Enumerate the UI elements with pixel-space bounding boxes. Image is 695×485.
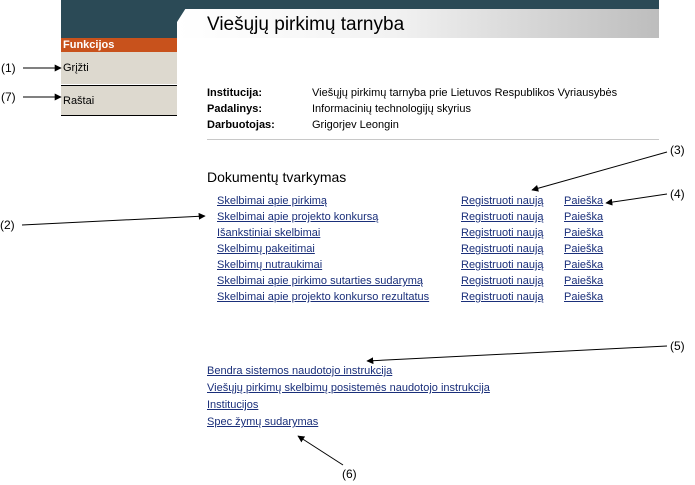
register-link[interactable]: Registruoti naują — [461, 243, 544, 255]
sidebar-item-label: Raštai — [63, 95, 95, 107]
callout-arrow-6 — [298, 436, 343, 465]
sidebar-item-letters[interactable] — [61, 85, 177, 116]
info-value-unit: Informacinių technologijų skyrius — [312, 103, 471, 115]
search-link[interactable]: Paieška — [564, 291, 604, 303]
callout-6: (6) — [342, 467, 357, 481]
register-link[interactable]: Registruoti naują — [461, 291, 544, 303]
link-institutions[interactable]: Institucijos — [207, 399, 259, 411]
info-value-institution: Viešųjų pirkimų tarnyba prie Lietuvos Respublikos Vyriausybės — [312, 87, 618, 99]
sidebar-top-bar — [61, 0, 177, 38]
search-link[interactable]: Paieška — [564, 227, 604, 239]
callout-arrow-4 — [606, 194, 667, 203]
doc-link-cancellations[interactable]: Skelbimų nutraukimai — [217, 259, 323, 271]
doc-link-contest-results[interactable]: Skelbimai apie projekto konkurso rezultatus — [217, 291, 430, 303]
search-link[interactable]: Paieška — [564, 275, 604, 287]
info-value-employee: Grigorjev Leongin — [312, 119, 399, 131]
sidebar-item-label: Grįžti — [63, 62, 89, 74]
callout-7: (7) — [1, 90, 16, 104]
sidebar-item-back[interactable] — [61, 52, 177, 84]
link-special-tags[interactable]: Spec žymų sudarymas — [207, 416, 319, 428]
search-link[interactable]: Paieška — [564, 243, 604, 255]
callout-arrow-5 — [367, 346, 667, 361]
divider — [207, 139, 659, 140]
info-label-employee: Darbuotojas: — [207, 119, 275, 131]
callout-arrow-3 — [532, 152, 667, 190]
search-link[interactable]: Paieška — [564, 211, 604, 223]
page-title: Viešųjų pirkimų tarnyba — [207, 14, 405, 35]
doc-link-design-contest[interactable]: Skelbimai apie projekto konkursą — [217, 211, 379, 223]
section-title: Dokumentų tvarkymas — [207, 169, 347, 185]
doc-link-procurement[interactable]: Skelbimai apie pirkimą — [217, 195, 328, 207]
register-link[interactable]: Registruoti naują — [461, 275, 544, 287]
doc-link-prior-notices[interactable]: Išankstiniai skelbimai — [217, 227, 321, 239]
register-link[interactable]: Registruoti naują — [461, 211, 544, 223]
doc-link-changes[interactable]: Skelbimų pakeitimai — [217, 243, 315, 255]
register-link[interactable]: Registruoti naują — [461, 195, 544, 207]
callout-5: (5) — [670, 339, 685, 353]
search-link[interactable]: Paieška — [564, 195, 604, 207]
callout-4: (4) — [670, 187, 685, 201]
link-general-user-guide[interactable]: Bendra sistemos naudotojo instrukcija — [207, 365, 393, 377]
callout-2: (2) — [0, 218, 15, 232]
info-label-unit: Padalinys: — [207, 103, 263, 115]
register-link[interactable]: Registruoti naują — [461, 227, 544, 239]
info-label-institution: Institucija: — [207, 87, 263, 99]
doc-link-contract-award[interactable]: Skelbimai apie pirkimo sutarties sudarymą — [217, 275, 424, 287]
callout-3: (3) — [670, 143, 685, 157]
register-link[interactable]: Registruoti naują — [461, 259, 544, 271]
link-notices-subsystem-guide[interactable]: Viešųjų pirkimų skelbimų posistemės naudotojo instrukcija — [207, 382, 490, 394]
callout-arrow-2 — [22, 216, 205, 225]
search-link[interactable]: Paieška — [564, 259, 604, 271]
callout-1: (1) — [1, 61, 16, 75]
header-strip — [177, 0, 659, 9]
sidebar-header: Funkcijos — [61, 38, 177, 52]
